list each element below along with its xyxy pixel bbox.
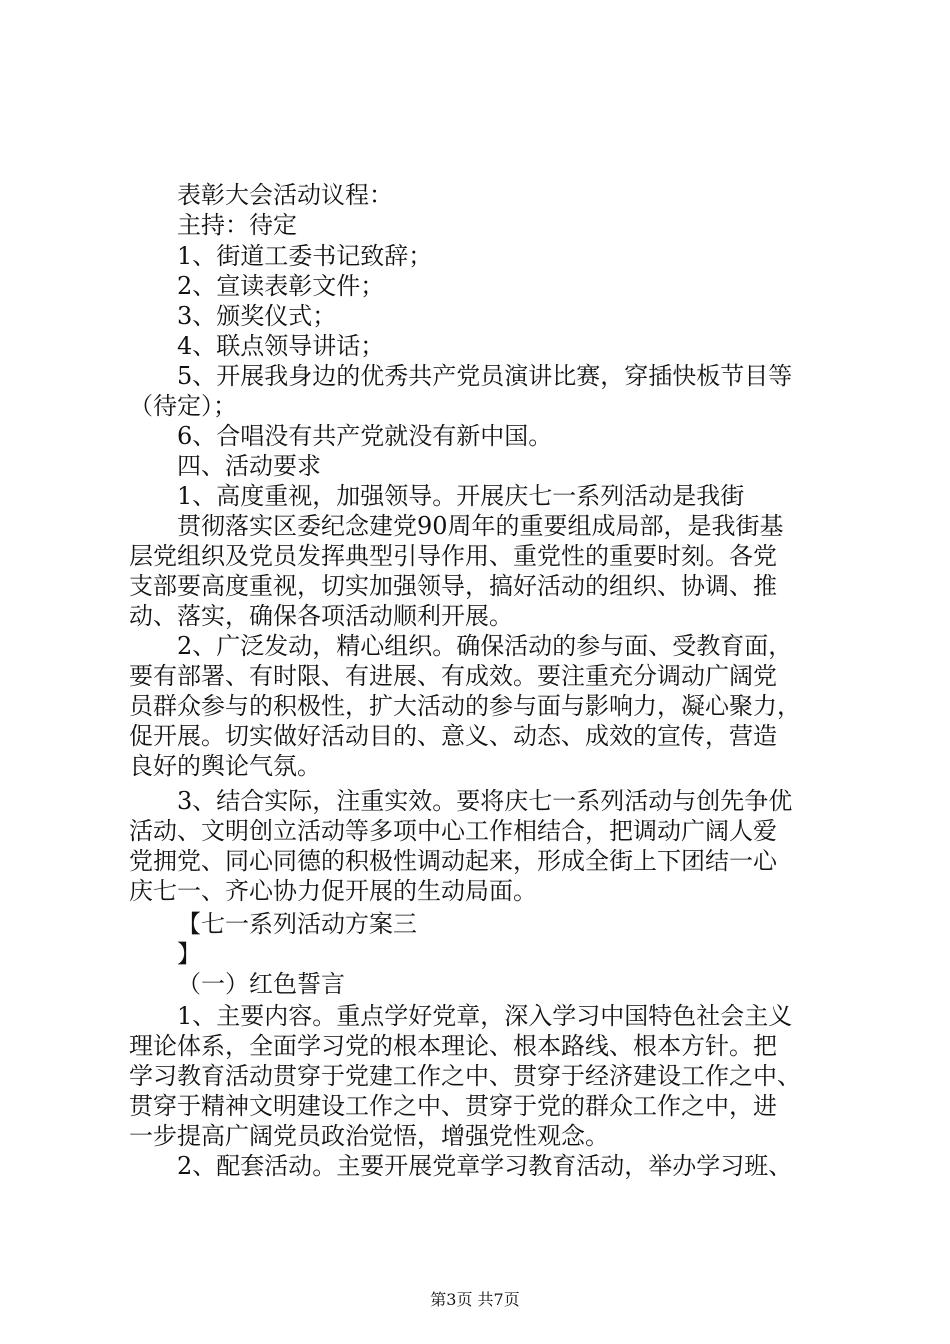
requirement-1-line-5: 动、落实，确保各项活动顺利开展。 xyxy=(129,602,513,630)
agenda-item-4: 4、联点领导讲话； xyxy=(177,332,385,360)
requirement-3-line-4: 庆七一、齐心协力促开展的生动局面。 xyxy=(129,877,537,905)
agenda-item-5-cont: （待定）； xyxy=(129,392,237,420)
requirement-1-line-4: 支部要高度重视，切实加强领导，搞好活动的组织、协调、推 xyxy=(129,572,777,600)
section-red-oath: （一）红色誓言 xyxy=(177,970,345,998)
oath-content-line-1: 1、主要内容。重点学好党章，深入学习中国特色社会主义 xyxy=(177,1002,793,1030)
oath-content-line-3: 学习教育活动贯穿于党建工作之中、贯穿于经济建设工作之中、 xyxy=(129,1062,801,1090)
requirement-2-line-2: 要有部署、有时限、有进展、有成效。要注重充分调动广阔党 xyxy=(129,662,777,690)
oath-content-line-4: 贯穿于精神文明建设工作之中、贯穿于党的群众工作之中，进 xyxy=(129,1092,777,1120)
requirement-1-line-2: 贯彻落实区委纪念建党90周年的重要组成局部，是我街基 xyxy=(177,512,784,540)
agenda-item-1: 1、街道工委书记致辞； xyxy=(177,242,433,270)
agenda-host: 主持：待定 xyxy=(177,211,297,239)
requirement-3-line-2: 活动、文明创立活动等多项中心工作相结合，把调动广阔人爱 xyxy=(129,817,777,845)
plan-three-title-bracket: 】 xyxy=(177,940,201,968)
section-heading-requirements: 四、活动要求 xyxy=(177,452,321,480)
requirement-3-line-1: 3、结合实际，注重实效。要将庆七一系列活动与创先争优 xyxy=(177,787,793,815)
requirement-2-line-5: 良好的舆论气氛。 xyxy=(129,752,321,780)
requirement-2-line-3: 员群众参与的积极性，扩大活动的参与面与影响力，凝心聚力， xyxy=(129,692,801,720)
supporting-activities-line-1: 2、配套活动。主要开展党章学习教育活动，举办学习班、 xyxy=(177,1152,793,1180)
agenda-item-2: 2、宣读表彰文件； xyxy=(177,272,385,300)
requirement-1-line-3: 层党组织及党员发挥典型引导作用、重党性的重要时刻。各党 xyxy=(129,542,777,570)
agenda-item-6: 6、合唱没有共产党就没有新中国。 xyxy=(177,422,553,450)
page-footer: 第3页 共7页 xyxy=(430,1290,520,1309)
requirement-2-line-4: 促开展。切实做好活动目的、意义、动态、成效的宣传，营造 xyxy=(129,722,777,750)
oath-content-line-5: 一步提高广阔党员政治觉悟，增强党性观念。 xyxy=(129,1122,609,1150)
agenda-heading: 表彰大会活动议程： xyxy=(177,181,393,209)
requirement-1-line-1: 1、高度重视，加强领导。开展庆七一系列活动是我街 xyxy=(177,482,745,510)
oath-content-line-2: 理论体系，全面学习党的根本理论、根本路线、根本方针。把 xyxy=(129,1032,777,1060)
agenda-item-3: 3、颁奖仪式； xyxy=(177,302,337,330)
requirement-2-line-1: 2、广泛发动，精心组织。确保活动的参与面、受教育面， xyxy=(177,632,793,660)
plan-three-title: 【七一系列活动方案三 xyxy=(177,910,417,938)
requirement-3-line-3: 党拥党、同心同德的积极性调动起来，形成全街上下团结一心 xyxy=(129,847,777,875)
agenda-item-5: 5、开展我身边的优秀共产党员演讲比赛，穿插快板节目等 xyxy=(177,362,793,390)
